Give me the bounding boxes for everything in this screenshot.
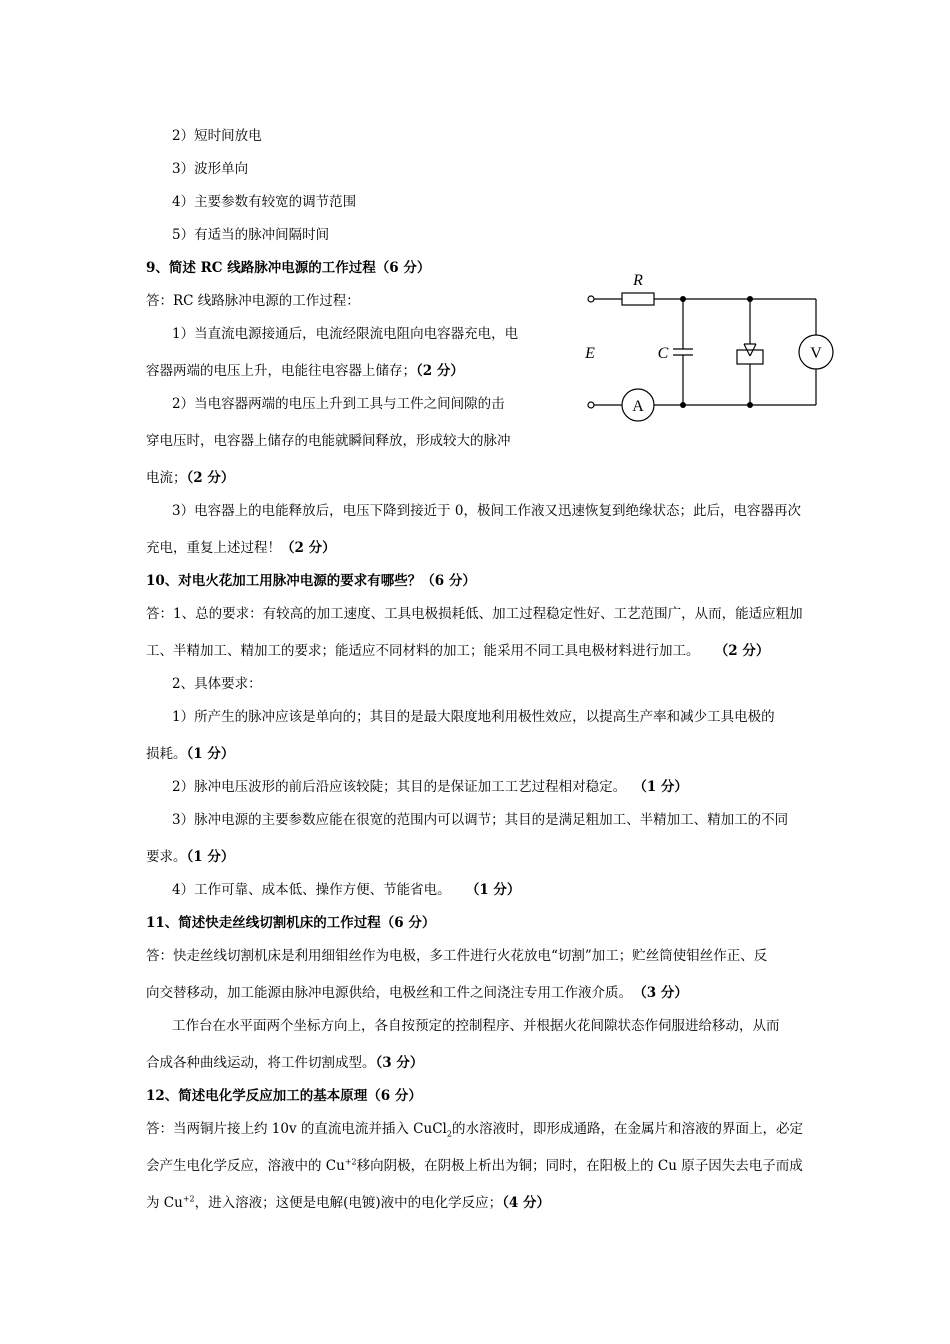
- paragraph-line: [146, 848, 234, 866]
- paragraph-line: 穿电压时，电容器上储存的电能就瞬间释放，形成较大的脉冲: [146, 433, 511, 449]
- superscript: +2: [182, 1194, 195, 1204]
- paragraph-line: 3）脉冲电源的主要参数应能在很宽的范围内可以调节；其目的是满足粗加工、半精加工、精加工的不同: [172, 812, 789, 828]
- text: 充电，重复上述过程！: [146, 540, 281, 556]
- junction-dot: [680, 296, 686, 302]
- question-9-title: 9、简述 RC 线路脉冲电源的工作过程（6 分）: [146, 260, 431, 276]
- paragraph-line: 3）电容器上的电能释放后，电压下降到接近于 0，极间工作液又迅速恢复到绝缘状态；此后，电容器再次: [172, 503, 801, 519]
- superscript: +2: [344, 1157, 357, 1167]
- question-10-title: 10、对电火花加工用脉冲电源的要求有哪些？（6 分）: [146, 573, 476, 589]
- paragraph-line: [146, 469, 234, 487]
- text: 答：当两铜片接上约 10v 的直流电流并插入 CuCl: [146, 1121, 447, 1137]
- paragraph-line: 答：1、总的要求：有较高的加工速度、工具电极损耗低、加工过程稳定性好、工艺范围广，从而，能适应粗加: [146, 606, 803, 622]
- paragraph-line: 1）当直流电源接通后，电流经限流电阻向电容器充电，电: [172, 326, 519, 342]
- source-label: E: [585, 345, 595, 362]
- score: （1 分）: [472, 882, 521, 898]
- text: 2）脉冲电压波形的前后沿应该较陡；其目的是保证加工工艺过程相对稳定。: [172, 779, 627, 795]
- score: （2 分）: [186, 470, 235, 486]
- paragraph-line: [146, 984, 688, 1002]
- text: 4）工作可靠、成本低、操作方便、节能省电。: [172, 882, 451, 898]
- paragraph-line: 工作台在水平面两个坐标方向上，各自按预定的控制程序、并根据火花间隙状态作伺服进给移动，从而: [172, 1018, 780, 1034]
- text: 会产生电化学反应，溶液中的 Cu: [146, 1158, 345, 1174]
- paragraph-line: [146, 1054, 423, 1072]
- paragraph-line: 2、具体要求：: [172, 676, 262, 692]
- score: （3 分）: [640, 985, 688, 1001]
- score: （3 分）: [375, 1055, 424, 1071]
- junction-dot: [747, 296, 753, 302]
- resistor-label: R: [633, 272, 643, 289]
- list-item: 2）短时间放电: [172, 128, 262, 144]
- terminal-bottom: [588, 402, 594, 408]
- score: （1 分）: [186, 746, 235, 762]
- text: 向交替移动，加工能源由脉冲电源供给，电极丝和工件之间浇注专用工作液介质。: [146, 985, 632, 1001]
- resistor-symbol: [622, 293, 654, 305]
- rc-circuit-diagram: [578, 262, 838, 422]
- score: （2 分）: [281, 540, 336, 556]
- question-11-title: 11、简述快走丝线切割机床的工作过程（6 分）: [146, 915, 436, 931]
- paragraph-line: 答：快走丝线切割机床是利用细钼丝作为电极，多工件进行火花放电“切割”加工；贮丝筒使钼丝作正、反: [146, 948, 768, 964]
- score: （1 分）: [186, 849, 235, 865]
- paragraph-line: [146, 1194, 550, 1212]
- answer-intro: 答：RC 线路脉冲电源的工作过程：: [146, 293, 360, 309]
- text: 要求。: [146, 849, 187, 865]
- score: （2 分）: [721, 643, 770, 659]
- discharge-gap-symbol: [737, 350, 763, 364]
- list-item: 3）波形单向: [172, 161, 249, 177]
- capacitor-label: C: [657, 345, 669, 362]
- text: 电流；: [146, 470, 187, 486]
- text: 合成各种曲线运动，将工件切割成型。: [146, 1055, 376, 1071]
- voltmeter-label: V: [810, 345, 822, 362]
- paragraph-line: [146, 1157, 803, 1175]
- junction-dot: [747, 402, 753, 408]
- text: 为 Cu: [146, 1195, 183, 1211]
- text: ，进入溶液；这便是电解(电镀)液中的电化学反应；: [194, 1195, 503, 1211]
- terminal-top: [588, 296, 594, 302]
- text: 移向阴极，在阴极上析出为铜；同时，在阳极上的 Cu 原子因失去电子而成: [356, 1158, 803, 1174]
- score: （1 分）: [640, 779, 688, 795]
- paragraph-line: 2）当电容器两端的电压上升到工具与工件之间间隙的击: [172, 396, 505, 412]
- score: （2 分）: [416, 363, 464, 379]
- paragraph-line: 1）所产生的脉冲应该是单向的；其目的是最大限度地利用极性效应，以提高生产率和减少工具电极的: [172, 709, 775, 725]
- list-item: 4）主要参数有较宽的调节范围: [172, 194, 357, 210]
- paragraph-line: [146, 745, 234, 763]
- text: 容器两端的电压上升，电能往电容器上储存；: [146, 363, 416, 379]
- paragraph-line: [146, 539, 336, 557]
- subscript: 2: [446, 1129, 452, 1139]
- paragraph-line: [172, 881, 520, 899]
- paragraph-line: [146, 1120, 803, 1138]
- paragraph-line: [172, 778, 688, 796]
- text: 工、半精加工、精加工的要求；能适应不同材料的加工；能采用不同工具电极材料进行加工。: [146, 643, 700, 659]
- text: 损耗。: [146, 746, 187, 762]
- paragraph-line: [146, 642, 769, 660]
- score: （4 分）: [502, 1195, 551, 1211]
- ammeter-label: A: [632, 398, 644, 415]
- list-item: 5）有适当的脉冲间隔时间: [172, 227, 330, 243]
- junction-dot: [680, 402, 686, 408]
- text: 的水溶液时，即形成通路，在金属片和溶液的界面上，必定: [451, 1121, 803, 1137]
- paragraph-line: [146, 362, 464, 380]
- question-12-title: 12、简述电化学反应加工的基本原理（6 分）: [146, 1088, 422, 1104]
